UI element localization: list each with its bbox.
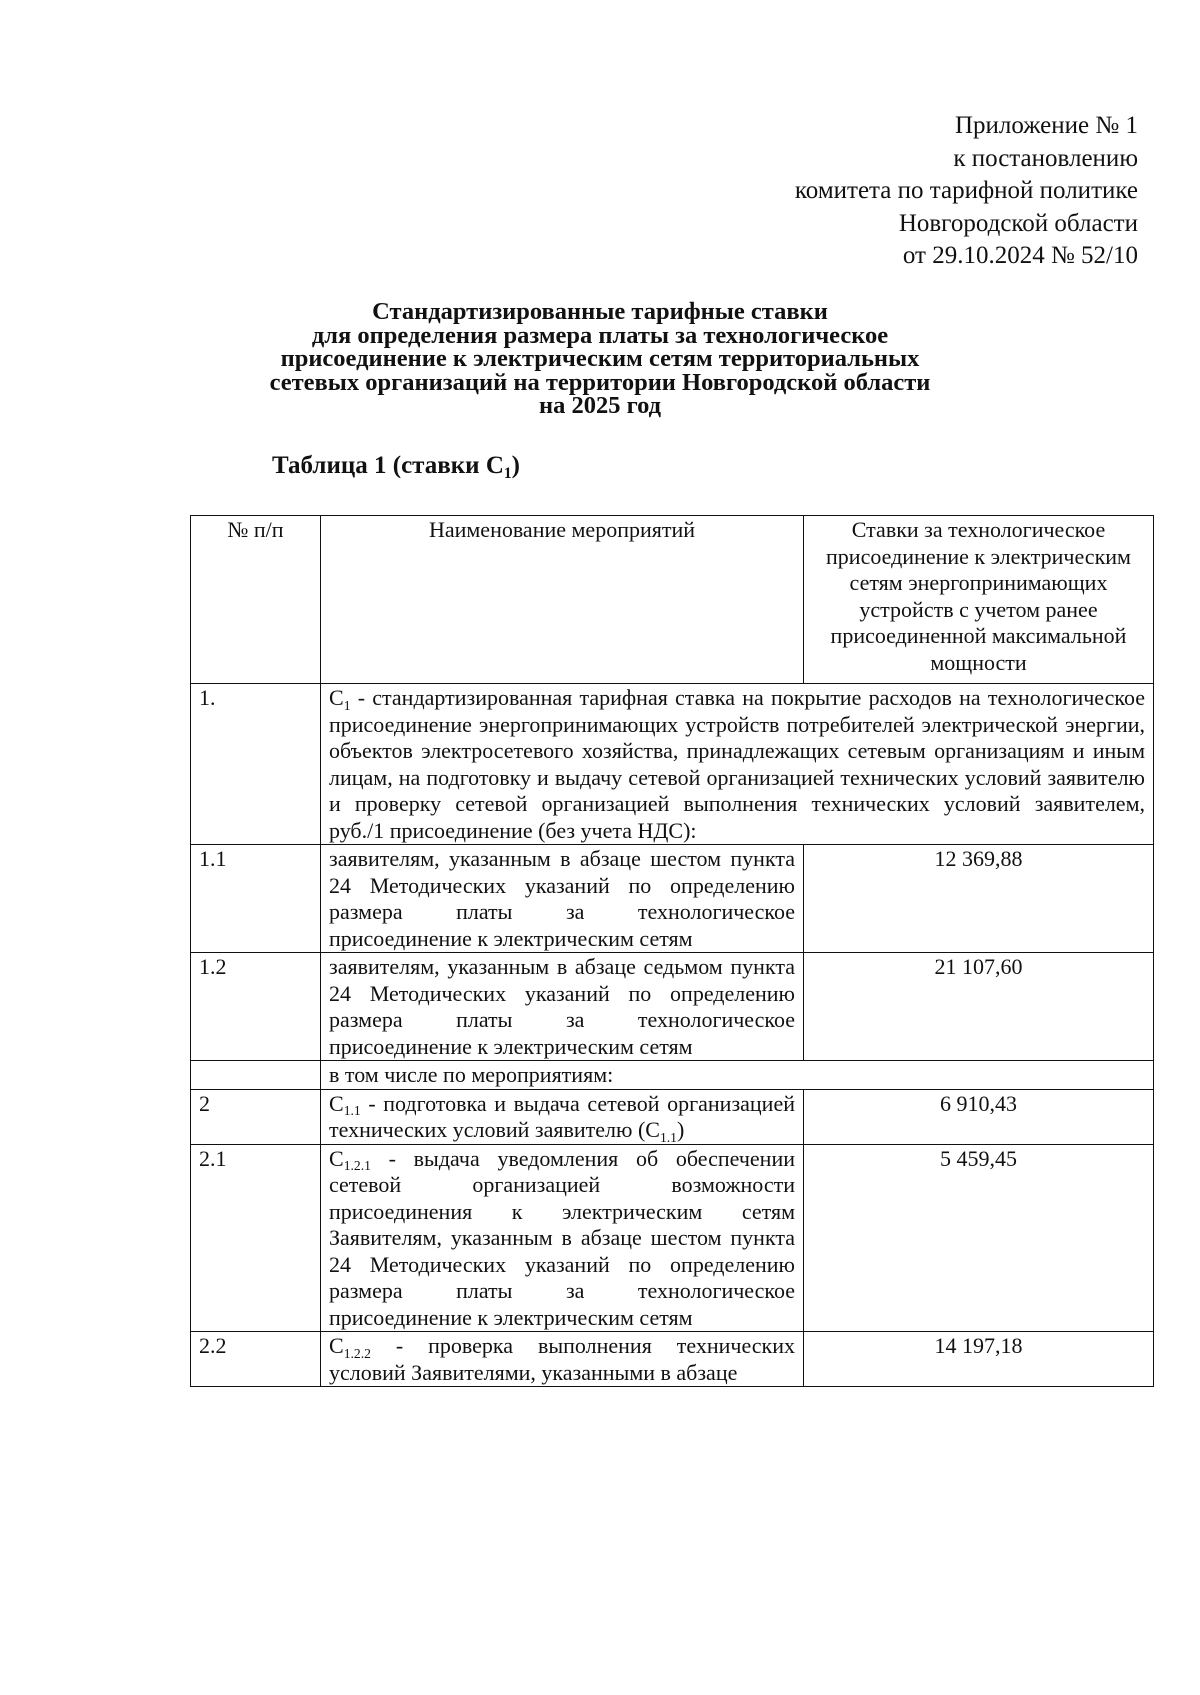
- appendix-line: Новгородской области: [898, 209, 1138, 237]
- rate-subscript: 1.1: [343, 1103, 361, 1119]
- caption-subscript: 1: [503, 465, 512, 483]
- row-rate-value: 5 459,45: [804, 1144, 1154, 1332]
- table-row: [191, 953, 1154, 1061]
- row-num: [191, 1061, 321, 1090]
- rate-subscript: 1.2.2: [343, 1345, 371, 1361]
- table-row: [191, 1089, 1154, 1144]
- title-line: сетевых организаций на территории Новгородской области: [269, 368, 931, 396]
- description-text: - проверка выполнения технических условий Заявителями, указанными в абзаце: [329, 1333, 795, 1385]
- rate-symbol: С: [329, 1145, 344, 1171]
- description-text: - стандартизированная тарифная ставка на покрытие расходов на технологическое присоединение энергопринимающих устройств потребителей электрической энергии, объектов электросетевого хозяйства, принадлежащих сетевым организациям и иным лицам, на подготовку и выдачу сетевой организацией технических условий заявителю и проверку сетевой организацией выполнения технических условий заявителем, руб./1 присоединение (без учета НДС):: [329, 685, 1145, 843]
- title-line: на 2025 год: [538, 392, 662, 419]
- rate-subscript: 1: [343, 697, 351, 713]
- description-tail: ): [676, 1117, 685, 1142]
- table-row: [191, 1061, 1154, 1090]
- appendix-line: к постановлению: [953, 144, 1138, 172]
- description-text: - выдача уведомления об обеспечении сетевой организацией возможности присоединения к электрическим сетям Заявителям, указанным в абзаце шестом пункта 24 Методических указаний по определению размера платы за технологическое присоединение к электрическим сетям: [329, 1145, 795, 1330]
- row-rate-value: 21 107,60: [804, 953, 1154, 1061]
- table-header-row: [191, 516, 1154, 684]
- header-name: Наименование мероприятий: [321, 516, 804, 684]
- row-description: [321, 1089, 804, 1144]
- row-rate-value: 6 910,43: [804, 1089, 1154, 1144]
- row-description: заявителям, указанным в абзаце шестом пункта 24 Методических указаний по определению размера платы за технологическое присоединение к электрическим сетям: [321, 845, 804, 953]
- document-title: [150, 300, 1050, 418]
- caption-tail: ): [511, 452, 520, 479]
- row-description: [321, 1144, 804, 1332]
- row-description: заявителям, указанным в абзаце седьмом пункта 24 Методических указаний по определению размера платы за технологическое присоединение к электрическим сетям: [321, 953, 804, 1061]
- header-rate: Ставки за технологическое присоединение к электрическим сетям энергопринимающих устройств с учетом ранее присоединенной максимальной мощности: [804, 516, 1154, 684]
- header-num: № п/п: [191, 516, 321, 684]
- rate-symbol: С: [329, 1090, 344, 1116]
- table-row: [191, 1332, 1154, 1387]
- row-num: 1.1: [191, 845, 321, 953]
- table-caption: [272, 452, 520, 483]
- appendix-line: от 29.10.2024 № 52/10: [902, 242, 1138, 269]
- row-rate-value: 14 197,18: [804, 1332, 1154, 1387]
- table-row: [191, 1144, 1154, 1332]
- row-description: [321, 1332, 804, 1387]
- row-num: 2: [191, 1089, 321, 1144]
- appendix-block: [795, 110, 1138, 273]
- row-description: [321, 684, 1154, 845]
- row-num: 1.: [191, 684, 321, 845]
- row-rate-value: 12 369,88: [804, 845, 1154, 953]
- rate-subscript: 1.2.1: [343, 1158, 371, 1174]
- appendix-line: Приложение № 1: [954, 112, 1138, 139]
- rate-symbol: С: [329, 685, 344, 710]
- title-line: присоединение к электрическим сетям территориальных: [280, 345, 920, 372]
- table-row: [191, 684, 1154, 845]
- row-num: 2.2: [191, 1332, 321, 1387]
- title-line: Стандартизированные тарифные ставки: [372, 298, 828, 325]
- description-text: - подготовка и выдача сетевой организацией технических условий заявителю (С: [329, 1090, 795, 1142]
- row-description: в том числе по мероприятиям:: [321, 1061, 1154, 1090]
- row-num: 1.2: [191, 953, 321, 1061]
- appendix-line: комитета по тарифной политике: [794, 177, 1138, 204]
- rate-symbol: С: [329, 1333, 344, 1358]
- title-line: для определения размера платы за технологическое: [311, 321, 889, 349]
- caption-text: Таблица 1 (ставки С: [272, 452, 504, 479]
- table-row: [191, 845, 1154, 953]
- rate-subscript: 1.1: [659, 1129, 677, 1145]
- rates-table: [190, 515, 1154, 1387]
- row-num: 2.1: [191, 1144, 321, 1332]
